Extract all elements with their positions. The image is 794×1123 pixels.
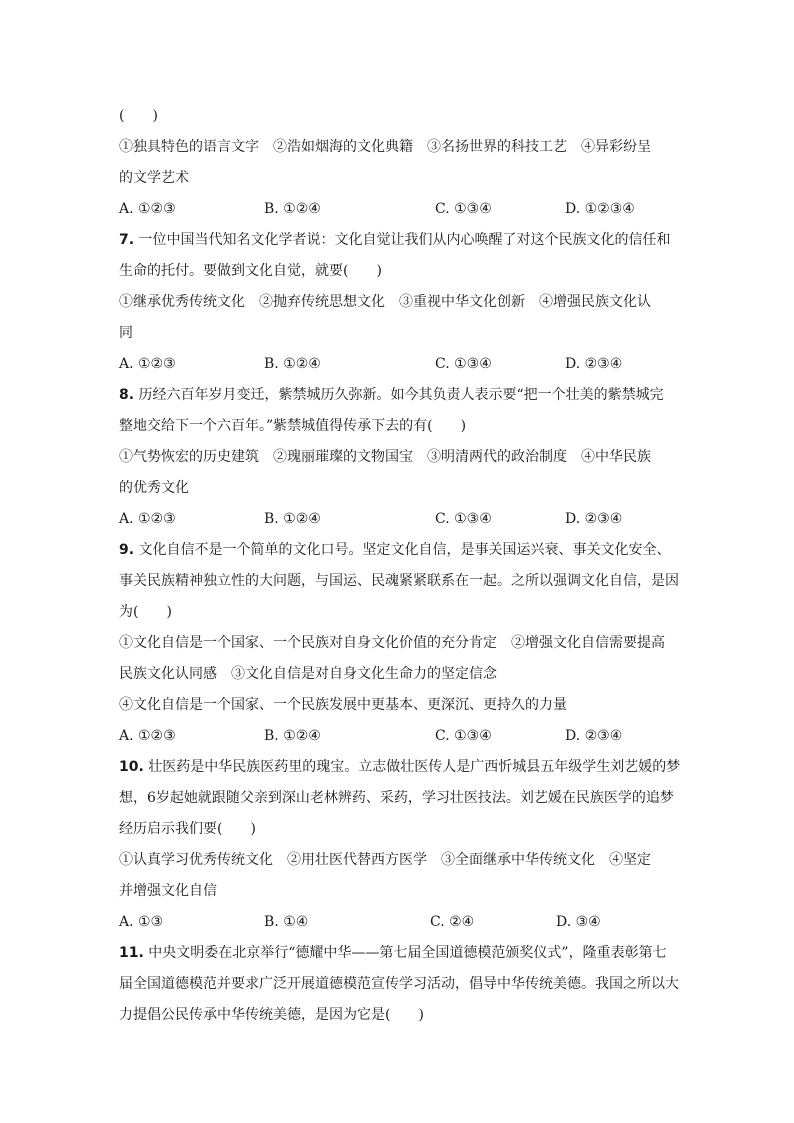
q9-option-c[interactable]: C. ①③④ <box>435 728 492 744</box>
q7-stem-text: 一位中国当代知名文化学者说：文化自觉让我们从内心唤醒了对这个民族文化的信任和 <box>134 232 671 248</box>
q6-option-b[interactable]: B. ①②④ <box>264 201 321 217</box>
q7-option-a[interactable]: A. ①②③ <box>119 356 176 372</box>
q6-items-line1: ①独具特色的语言文字 ②浩如烟海的文化典籍 ③名扬世界的科技工艺 ④异彩纷呈 <box>119 139 651 155</box>
q8-option-a[interactable]: A. ①②③ <box>119 511 176 527</box>
exam-page <box>119 101 679 1031</box>
q10-stem-text: 壮医药是中华民族医药里的瑰宝。立志做壮医传人是广西忻城县五年级学生刘艺媛的梦 <box>143 759 681 775</box>
q8-number: 8. <box>119 387 135 403</box>
q7-option-d[interactable]: D. ②③④ <box>565 356 623 372</box>
q11-number: 11. <box>119 945 144 961</box>
q11-stem-line2: 届全国道德模范并要求广泛开展道德模范宣传学习活动，倡导中华传统美德。我国之所以大 <box>119 976 679 992</box>
q6-option-c[interactable]: C. ①③④ <box>435 201 492 217</box>
q7-option-c[interactable]: C. ①③④ <box>435 356 492 372</box>
q9-option-a[interactable]: A. ①②③ <box>119 728 176 744</box>
q10-option-c[interactable]: C. ②④ <box>430 914 475 930</box>
q11-stem-line3: 力提倡公民传承中华传统美德，是因为它是( ) <box>119 1007 424 1023</box>
q10-stem-line1 <box>119 752 679 783</box>
q9-stem-line3: 为( ) <box>119 604 172 620</box>
q8-stem-line1 <box>119 380 679 411</box>
q7-number: 7. <box>119 232 135 248</box>
q8-option-d[interactable]: D. ②③④ <box>565 511 623 527</box>
q9-items-line1: ①文化自信是一个国家、一个民族对自身文化价值的充分肯定 ②增强文化自信需要提高 <box>119 635 665 651</box>
q7-options <box>119 349 679 380</box>
q9-stem-text: 文化自信不是一个简单的文化口号。坚定文化自信，是事关国运兴衰、事关文化安全、 <box>134 542 671 558</box>
q11-stem-line1 <box>119 938 679 969</box>
q9-items-line2: 民族文化认同感 ③文化自信是对自身文化生命力的坚定信念 <box>119 666 497 682</box>
q9-options <box>119 721 679 752</box>
q8-option-b[interactable]: B. ①②④ <box>264 511 321 527</box>
q8-stem-line2: 整地交给下一个六百年。”紫禁城值得传承下去的有( ) <box>119 418 467 434</box>
q11-stem-text: 中央文明委在北京举行“德耀中华——第七届全国道德模范颁奖仪式”，隆重表彰第七 <box>143 945 667 961</box>
q9-option-b[interactable]: B. ①②④ <box>264 728 321 744</box>
q10-stem-line2: 想，6岁起她就跟随父亲到深山老林辨药、采药，学习壮医技法。刘艺媛在民族医学的追梦 <box>119 790 674 806</box>
q9-option-d[interactable]: D. ②③④ <box>565 728 623 744</box>
q10-items-line1: ①认真学习优秀传统文化 ②用壮医代替西方医学 ③全面继承中华传统文化 ④坚定 <box>119 852 651 868</box>
q10-option-b[interactable]: B. ①④ <box>264 914 309 930</box>
q8-stem-text: 历经六百年岁月变迁，紫禁城历久弥新。如今其负责人表示要“把一个壮美的紫禁城完 <box>134 387 664 403</box>
q7-items-line2: 同 <box>119 325 133 341</box>
q6-items-line2: 的文学艺术 <box>119 170 189 186</box>
q7-stem-line2: 生命的托付。要做到文化自觉，就要( ) <box>119 263 382 279</box>
q10-number: 10. <box>119 759 144 775</box>
q7-option-b[interactable]: B. ①②④ <box>264 356 321 372</box>
q6-option-a[interactable]: A. ①②③ <box>119 201 176 217</box>
q10-stem-line3: 经历启示我们要( ) <box>119 821 256 837</box>
q8-items-line2: 的优秀文化 <box>119 480 189 496</box>
q8-items-line1: ①气势恢宏的历史建筑 ②瑰丽璀璨的文物国宝 ③明清两代的政治制度 ④中华民族 <box>119 449 651 465</box>
q7-items-line1: ①继承优秀传统文化 ②抛弃传统思想文化 ③重视中华文化创新 ④增强民族文化认 <box>119 294 651 310</box>
q10-option-d[interactable]: D. ③④ <box>556 914 601 930</box>
q9-number: 9. <box>119 542 135 558</box>
q9-items-line3: ④文化自信是一个国家、一个民族发展中更基本、更深沉、更持久的力量 <box>119 697 567 713</box>
q9-stem-line1 <box>119 535 679 566</box>
q10-items-line2: 并增强文化自信 <box>119 883 217 899</box>
q7-stem-line1 <box>119 225 679 256</box>
q10-options <box>119 907 679 938</box>
q8-option-c[interactable]: C. ①③④ <box>435 511 492 527</box>
q6-stem-end: ( ) <box>119 108 158 124</box>
q10-option-a[interactable]: A. ①③ <box>119 914 164 930</box>
q8-options <box>119 504 679 535</box>
q6-options <box>119 194 679 225</box>
q6-option-d[interactable]: D. ①②③④ <box>565 201 635 217</box>
q9-stem-line2: 事关民族精神独立性的大问题，与国运、民魂紧紧联系在一起。之所以强调文化自信，是因 <box>119 573 679 589</box>
